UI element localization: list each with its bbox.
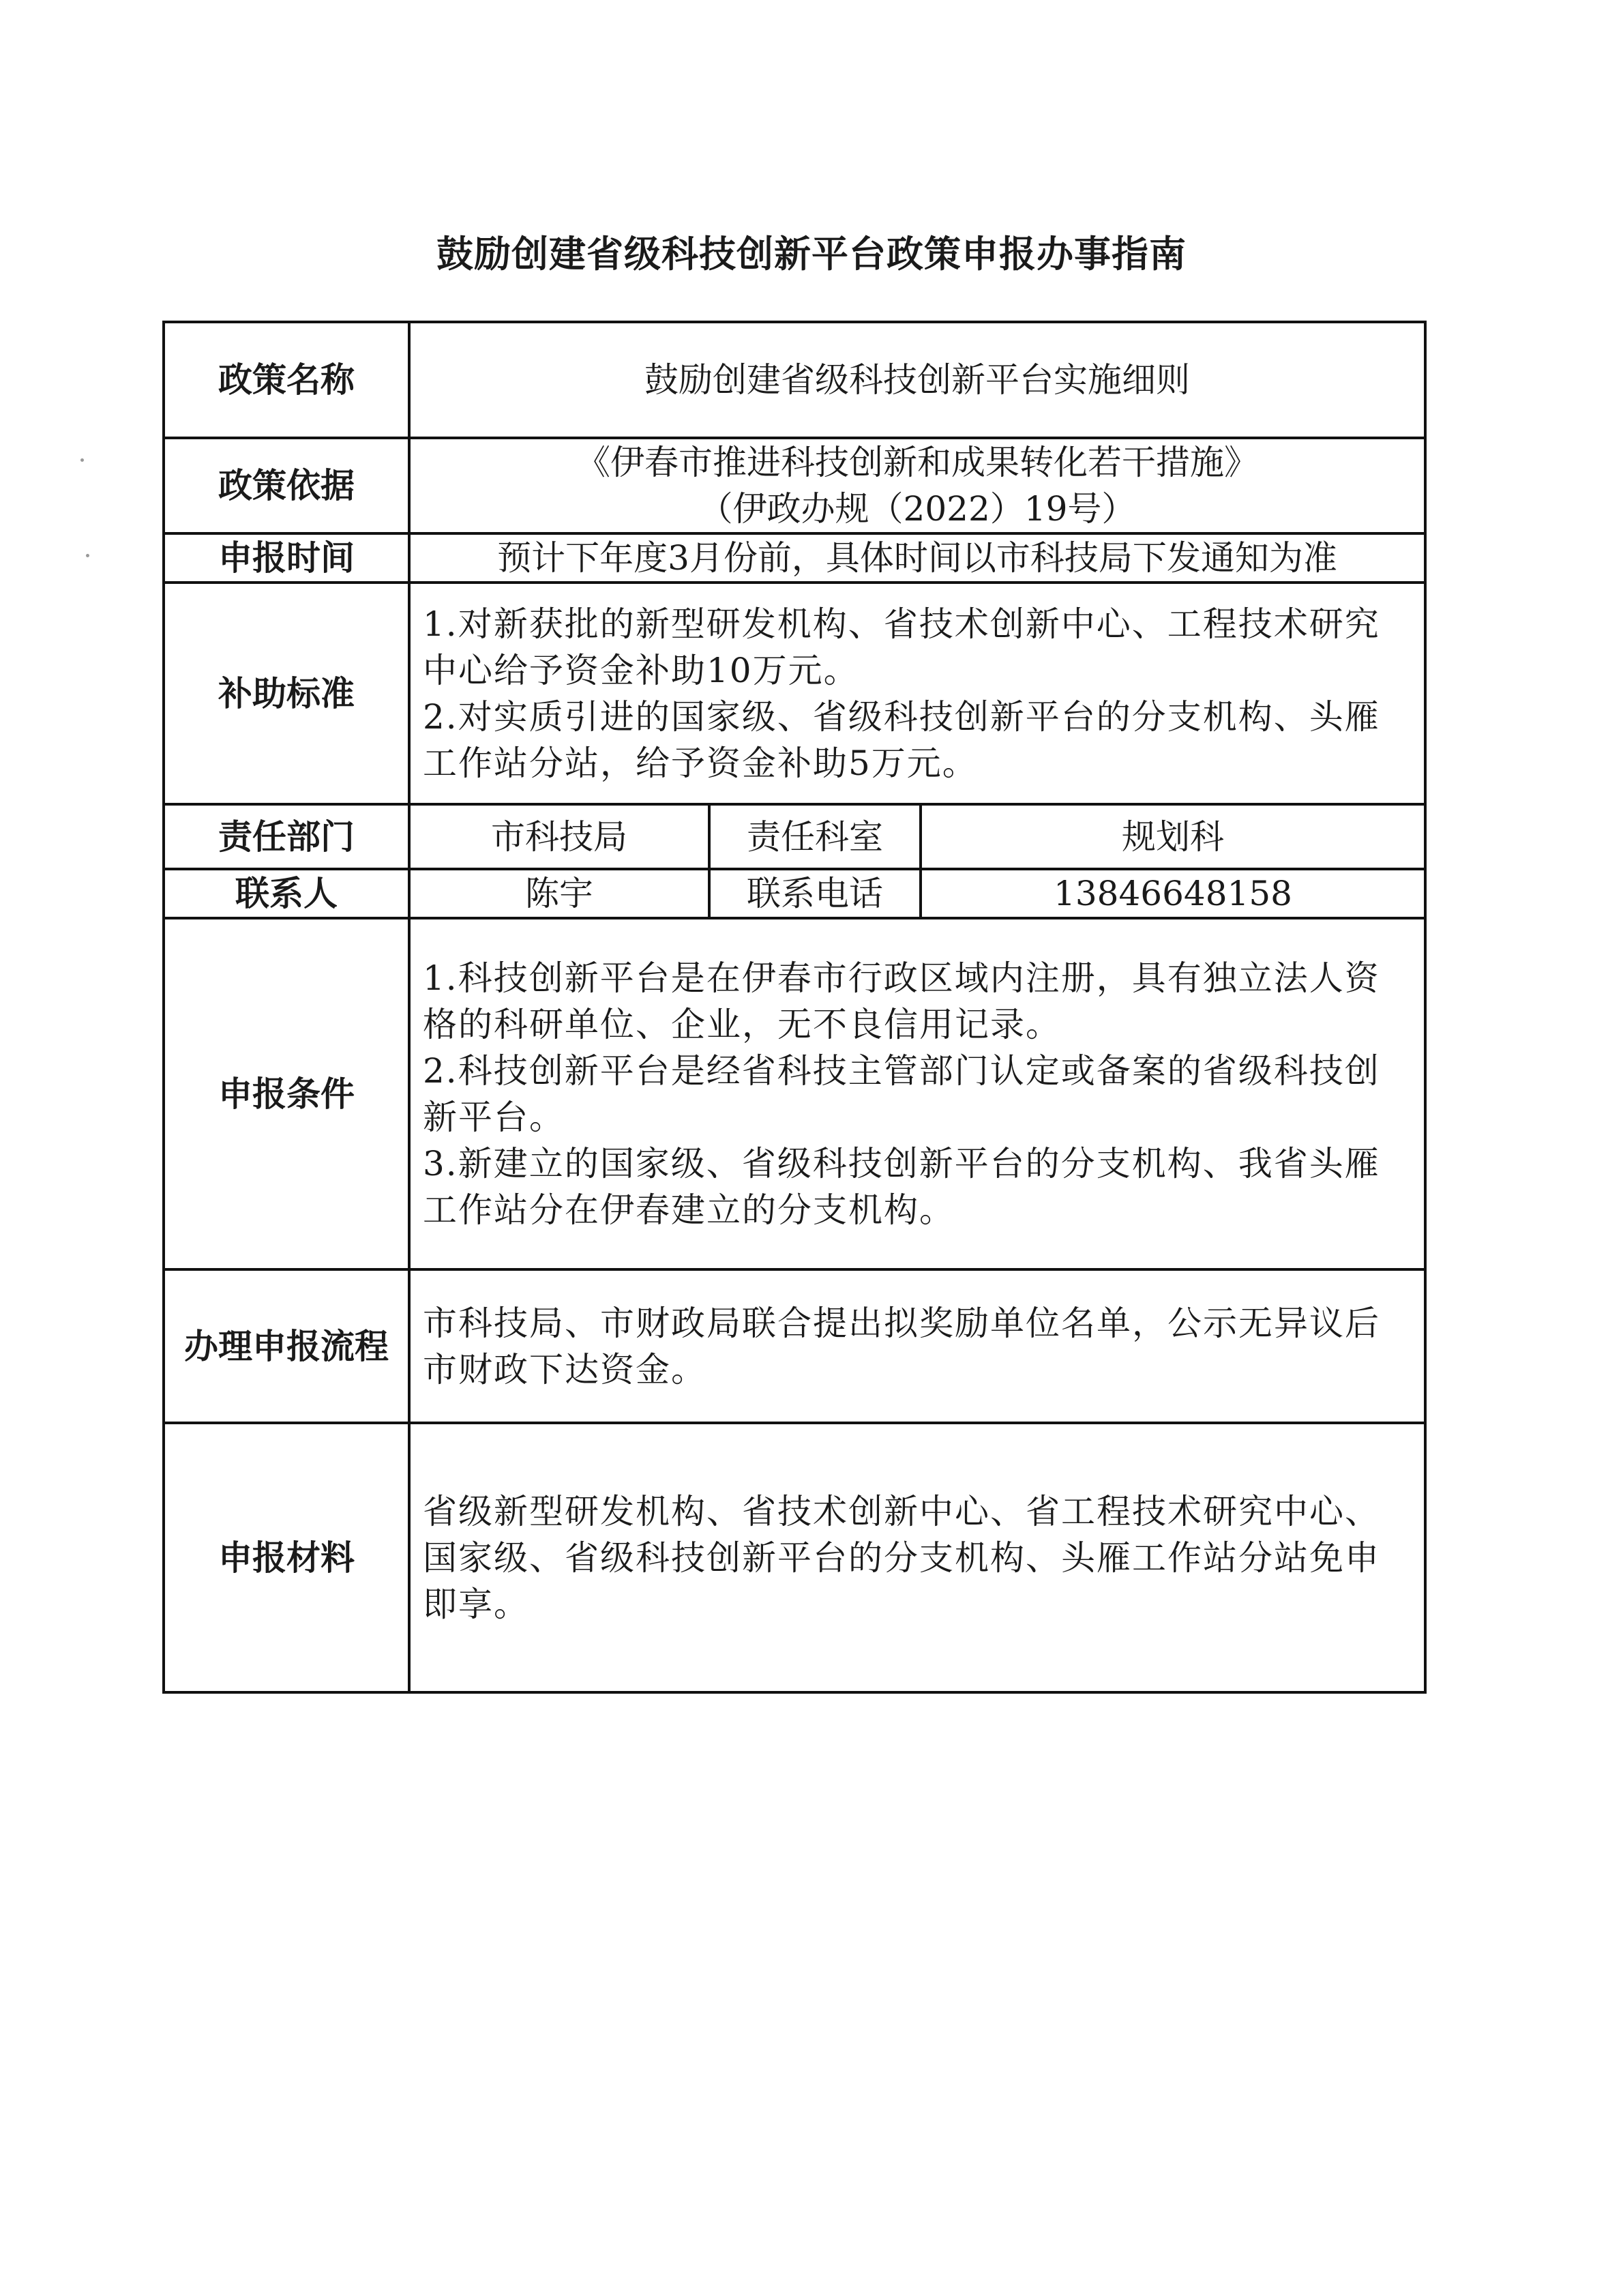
office-label: 责任科室 <box>709 804 921 869</box>
apply-time-value: 预计下年度3月份前，具体时间以市科技局下发通知为准 <box>409 533 1425 583</box>
policy-basis-label: 政策依据 <box>164 438 409 533</box>
subsidy-item-2: 2.对实质引进的国家级、省级科技创新平台的分支机构、头雁工作站分站，给予资金补助5万元。 <box>423 696 1380 783</box>
contact-value: 陈宇 <box>409 869 709 918</box>
scan-speck <box>86 554 89 557</box>
materials-label: 申报材料 <box>164 1423 409 1692</box>
row-policy-basis <box>164 438 1425 533</box>
condition-item-3: 3.新建立的国家级、省级科技创新平台的分支机构、我省头雁工作站分在伊春建立的分支机构。 <box>423 1143 1380 1230</box>
policy-name-value: 鼓励创建省级科技创新平台实施细则 <box>409 322 1425 438</box>
department-value: 市科技局 <box>409 804 709 869</box>
policy-guide-table <box>162 321 1427 1694</box>
row-policy-name <box>164 322 1425 438</box>
department-label: 责任部门 <box>164 804 409 869</box>
process-label: 办理申报流程 <box>164 1269 409 1423</box>
process-value: 市科技局、市财政局联合提出拟奖励单位名单，公示无异议后市财政下达资金。 <box>409 1269 1425 1423</box>
row-conditions <box>164 918 1425 1269</box>
row-subsidy <box>164 583 1425 804</box>
row-contact <box>164 869 1425 918</box>
apply-time-label: 申报时间 <box>164 533 409 583</box>
conditions-value <box>409 918 1425 1269</box>
policy-name-label: 政策名称 <box>164 322 409 438</box>
condition-item-1: 1.科技创新平台是在伊春市行政区域内注册，具有独立法人资格的科研单位、企业，无不良信用记录。 <box>423 958 1380 1044</box>
office-value: 规划科 <box>921 804 1425 869</box>
row-materials <box>164 1423 1425 1692</box>
row-apply-time <box>164 533 1425 583</box>
phone-label: 联系电话 <box>709 869 921 918</box>
phone-value: 13846648158 <box>921 869 1425 918</box>
policy-basis-line1: 《伊春市推进科技创新和成果转化若干措施》 <box>576 443 1258 482</box>
policy-basis-line2: （伊政办规（2022）19号） <box>698 489 1136 529</box>
subsidy-label: 补助标准 <box>164 583 409 804</box>
condition-item-2: 2.科技创新平台是经省科技主管部门认定或备案的省级科技创新平台。 <box>423 1050 1380 1137</box>
scan-speck <box>80 458 84 462</box>
subsidy-value <box>409 583 1425 804</box>
row-process <box>164 1269 1425 1423</box>
contact-label: 联系人 <box>164 869 409 918</box>
row-department <box>164 804 1425 869</box>
policy-basis-value <box>409 438 1425 533</box>
conditions-label: 申报条件 <box>164 918 409 1269</box>
page-title: 鼓励创建省级科技创新平台政策申报办事指南 <box>436 233 1187 276</box>
subsidy-item-1: 1.对新获批的新型研发机构、省技术创新中心、工程技术研究中心给予资金补助10万元。 <box>423 604 1380 690</box>
materials-value: 省级新型研发机构、省技术创新中心、省工程技术研究中心、国家级、省级科技创新平台的分支机构、头雁工作站分站免申即享。 <box>409 1423 1425 1692</box>
